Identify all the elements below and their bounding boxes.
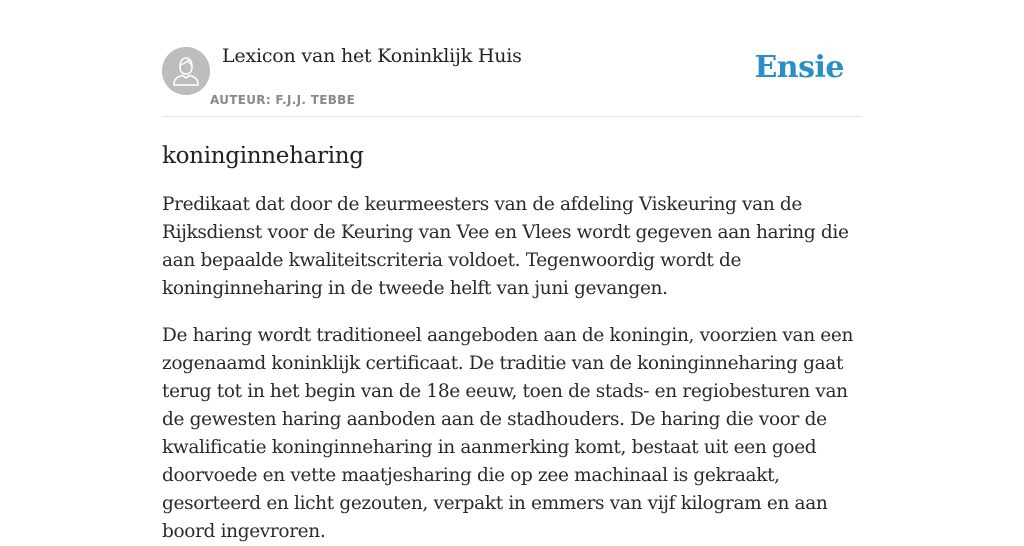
entry-title: koninginneharing [162, 143, 364, 169]
entry-paragraph-2: De haring wordt traditioneel aangeboden aan de koningin, voorzien van een zogenaamd koninklijk certificaat. De traditie van de koninginneharing gaat terug tot in het begin van de 18e eeuw, toen de stads- en regiobesturen van de gewesten haring aanboden aan de stadhouders. De haring die voor de kwalificatie koninginneharing in aanmerking komt, bestaat uit een goed doorvoede en vette maatjesharing die op zee machinaal is gekraakt, gesorteerd en licht gezouten, verpakt in emmers van vijf kilogram en aan boord ingevroren. [162, 325, 854, 542]
author-name-link[interactable]: F.J.J. TEBBE [275, 93, 356, 107]
user-silhouette-icon [162, 47, 210, 95]
entry-paragraph-1: Predikaat dat door de keurmeesters van de afdeling Viskeuring van de Rijksdienst voor de Keuring van Vee en Vlees wordt gegeven aan haring die aan bepaalde kwaliteitscriteria voldoet. Tegenwoordig wordt de koninginneharing in de tweede helft van juni gevangen. [162, 194, 849, 299]
author-prefix: AUTEUR: [210, 93, 271, 107]
lexicon-title-link[interactable]: Lexicon van het Koninklijk Huis [222, 45, 522, 67]
author-avatar-icon[interactable] [162, 47, 210, 95]
author-byline [210, 93, 355, 107]
entry-header [162, 0, 862, 117]
ensie-logo[interactable]: Ensie [754, 50, 844, 85]
article-container [162, 0, 862, 546]
